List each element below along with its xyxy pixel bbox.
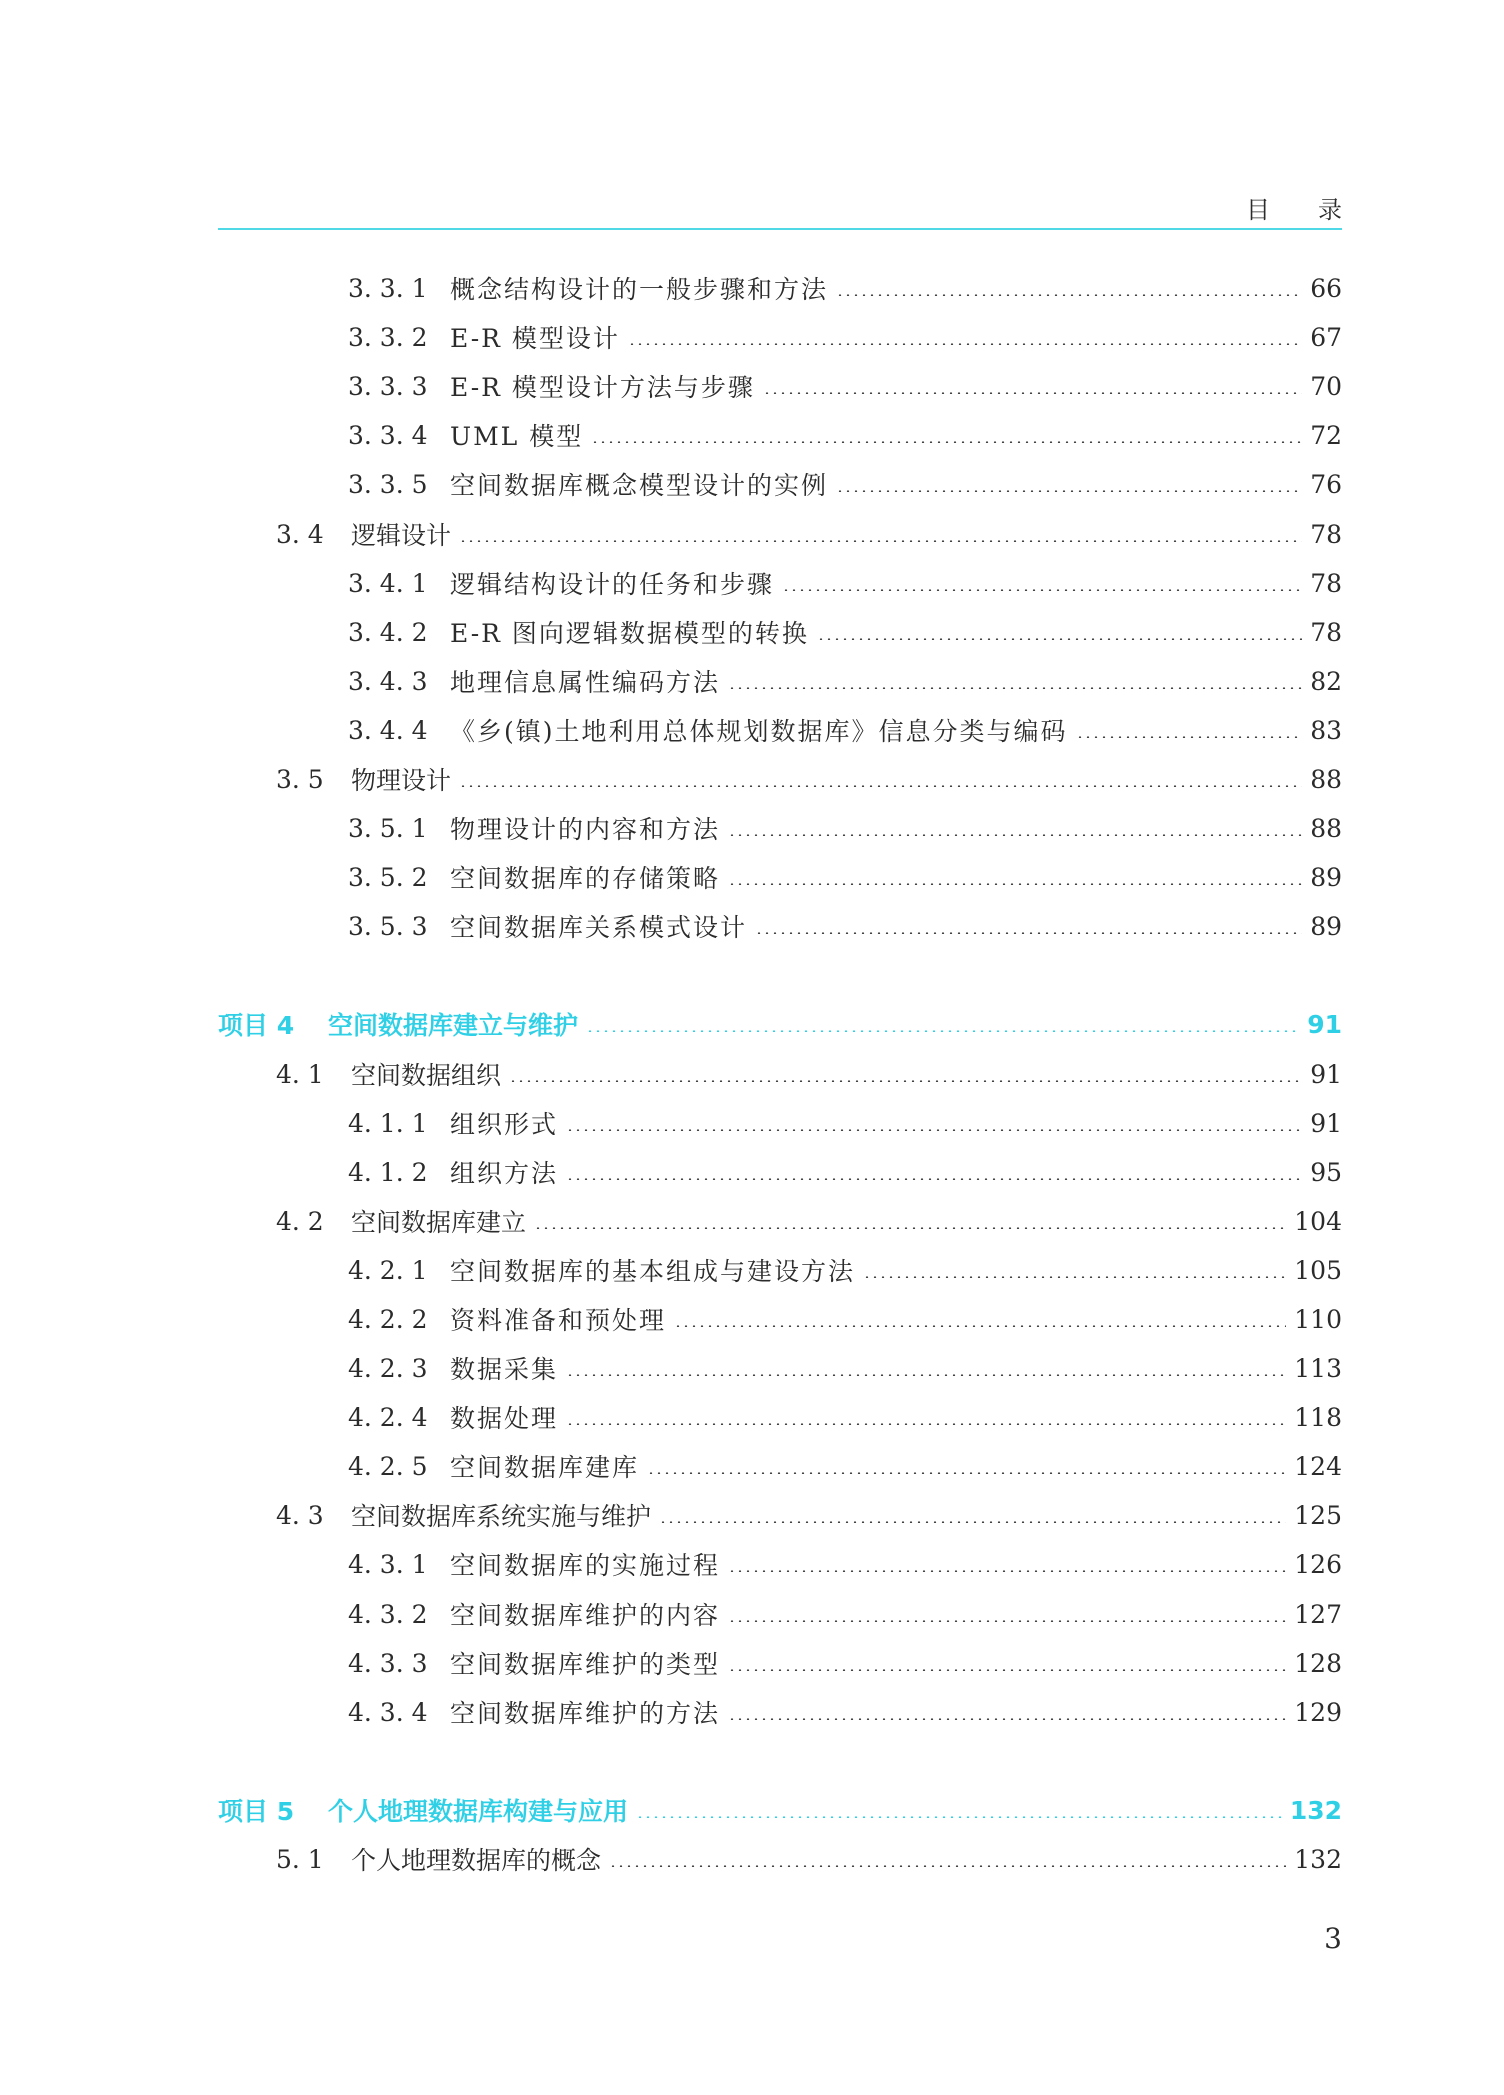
toc-entry-title: 概念结构设计的一般步骤和方法 [450,275,829,304]
toc-entry-page: 95 [1310,1157,1342,1187]
toc-entry-page: 88 [1310,764,1342,794]
toc-entry-page: 70 [1310,371,1342,401]
toc-entry-number: 4. 1 [276,1059,324,1089]
toc-entry-number: 项目 4 [218,1011,295,1040]
toc-subsection-entry[interactable] [0,1692,1342,1732]
toc-dot-leader [586,1030,1299,1032]
toc-entry-page: 132 [1289,1795,1342,1825]
toc-entry-title: 逻辑设计 [351,521,452,550]
toc-entry-page: 78 [1310,519,1342,549]
toc-entry-title: E-R 模型设计 [450,324,620,353]
toc-entry-page: 91 [1310,1108,1342,1138]
toc-dot-leader [728,1718,1286,1720]
toc-entry-number: 4. 1. 2 [348,1157,428,1187]
toc-entry-page: 104 [1294,1206,1342,1236]
toc-entry-title: 空间数据库维护的类型 [450,1650,721,1679]
toc-dot-leader [636,1816,1282,1818]
toc-entry-title: 逻辑结构设计的任务和步骤 [450,570,775,599]
toc-chapter-entry[interactable] [0,1004,1342,1044]
toc-entry-page: 91 [1307,1009,1342,1039]
toc-dot-leader [647,1472,1286,1474]
toc-subsection-entry[interactable] [0,1103,1342,1143]
toc-entry-title: 空间数据库建库 [450,1453,640,1482]
toc-dot-leader [591,441,1302,443]
toc-entry-page: 78 [1310,617,1342,647]
toc-subsection-entry[interactable] [0,563,1342,603]
toc-entry-number: 3. 3. 1 [348,273,428,303]
toc-entry-number: 3. 4 [276,519,324,549]
toc-subsection-entry[interactable] [0,1594,1342,1634]
toc-dot-leader [782,589,1302,591]
toc-dot-leader [509,1080,1302,1082]
toc-entry-number: 3. 4. 3 [348,666,428,696]
toc-subsection-entry[interactable] [0,808,1342,848]
toc-entry-title: 组织形式 [450,1110,559,1139]
toc-subsection-entry[interactable] [0,857,1342,897]
toc-entry-title: 数据处理 [450,1404,559,1433]
toc-subsection-entry[interactable] [0,1397,1342,1437]
toc-section-entry[interactable] [0,1495,1342,1535]
toc-entry-number: 4. 3. 3 [348,1648,428,1678]
toc-entry-number: 4. 1. 1 [348,1108,428,1138]
toc-subsection-entry[interactable] [0,317,1342,357]
toc-entry-title: 空间数据库维护的方法 [450,1699,721,1728]
toc-subsection-entry[interactable] [0,1643,1342,1683]
toc-entry-number: 3. 3. 4 [348,420,428,450]
toc-entry-number: 4. 2. 4 [348,1402,428,1432]
toc-dot-leader [459,785,1302,787]
toc-subsection-entry[interactable] [0,1348,1342,1388]
toc-entry-number: 4. 2 [276,1206,324,1236]
toc-subsection-entry[interactable] [0,612,1342,652]
toc-subsection-entry[interactable] [0,366,1342,406]
toc-entry-title: 空间数据库关系模式设计 [450,913,748,942]
toc-section-entry[interactable] [0,1201,1342,1241]
toc-dot-leader [863,1276,1286,1278]
toc-dot-leader [836,490,1302,492]
toc-entry-number: 4. 3 [276,1500,324,1530]
toc-entry-title: 地理信息属性编码方法 [450,668,721,697]
toc-dot-leader [459,540,1302,542]
toc-entry-page: 89 [1310,911,1342,941]
toc-entry-page: 88 [1310,813,1342,843]
toc-entry-title: 资料准备和预处理 [450,1306,667,1335]
toc-entry-page: 124 [1294,1451,1342,1481]
toc-entry-number: 4. 3. 4 [348,1697,428,1727]
toc-entry-title: E-R 图向逻辑数据模型的转换 [450,619,809,648]
toc-entry-page: 129 [1294,1697,1342,1727]
toc-entry-page: 118 [1294,1402,1342,1432]
toc-entry-number: 3. 4. 1 [348,568,428,598]
toc-dot-leader [728,1620,1286,1622]
toc-entry-page: 76 [1310,469,1342,499]
toc-subsection-entry[interactable] [0,1152,1342,1192]
toc-entry-number: 4. 2. 2 [348,1304,428,1334]
toc-entry-page: 110 [1294,1304,1342,1334]
toc-entry-page: 89 [1310,862,1342,892]
toc-dot-leader [534,1227,1286,1229]
toc-subsection-entry[interactable] [0,661,1342,701]
toc-entry-title: 空间数据库的实施过程 [450,1551,721,1580]
toc-entry-page: 105 [1294,1255,1342,1285]
toc-dot-leader [674,1325,1286,1327]
toc-entry-number: 3. 3. 5 [348,469,428,499]
toc-entry-page: 113 [1294,1353,1342,1383]
toc-entry-title: 空间数据库维护的内容 [450,1601,721,1630]
toc-entry-number: 3. 5. 1 [348,813,428,843]
toc-entry-title: 组织方法 [450,1159,559,1188]
toc-entry-number: 3. 5. 2 [348,862,428,892]
toc-entry-page: 127 [1294,1599,1342,1629]
toc-section-entry[interactable] [0,759,1342,799]
toc-entry-page: 67 [1310,322,1342,352]
toc-section-entry[interactable] [0,1054,1342,1094]
page-number: 3 [1324,1922,1342,1955]
toc-entry-number: 3. 3. 3 [348,371,428,401]
toc-subsection-entry[interactable] [0,1250,1342,1290]
toc-dot-leader [728,687,1302,689]
toc-entry-number: 项目 5 [218,1797,295,1826]
toc-entry-title: E-R 模型设计方法与步骤 [450,373,755,402]
toc-dot-leader [728,1570,1286,1572]
toc-entry-number: 3. 4. 2 [348,617,428,647]
toc-section-entry[interactable] [0,1839,1342,1879]
toc-entry-title: 《乡(镇)土地利用总体规划数据库》信息分类与编码 [450,717,1068,746]
toc-entry-title: 空间数据库的存储策略 [450,864,721,893]
toc-entry-title: 个人地理数据库的概念 [351,1846,602,1875]
toc-dot-leader [817,638,1302,640]
toc-entry-page: 91 [1310,1059,1342,1089]
toc-entry-title: 空间数据库概念模型设计的实例 [450,471,829,500]
toc-chapter-entry[interactable] [0,1790,1342,1830]
toc-subsection-entry[interactable] [0,1299,1342,1339]
toc-entry-page: 66 [1310,273,1342,303]
toc-entry-number: 4. 3. 2 [348,1599,428,1629]
toc-dot-leader [836,294,1302,296]
running-header-title: 目录 [1246,196,1390,224]
toc-dot-leader [566,1374,1286,1376]
toc-entry-number: 3. 5 [276,764,324,794]
toc-entry-page: 125 [1294,1500,1342,1530]
toc-entry-title: UML 模型 [450,422,584,451]
toc-entry-page: 126 [1294,1549,1342,1579]
toc-entry-title: 空间数据库的基本组成与建设方法 [450,1257,856,1286]
toc-dot-leader [728,834,1302,836]
toc-entry-number: 4. 2. 3 [348,1353,428,1383]
toc-entry-number: 4. 2. 1 [348,1255,428,1285]
toc-subsection-entry[interactable] [0,906,1342,946]
toc-dot-leader [728,883,1302,885]
toc-subsection-entry[interactable] [0,415,1342,455]
toc-dot-leader [566,1129,1302,1131]
toc-entry-title: 数据采集 [450,1355,559,1384]
toc-dot-leader [628,343,1302,345]
toc-subsection-entry[interactable] [0,1446,1342,1486]
toc-entry-page: 78 [1310,568,1342,598]
toc-entry-title: 物理设计 [351,766,452,795]
toc-dot-leader [566,1423,1286,1425]
toc-section-entry[interactable] [0,514,1342,554]
toc-entry-page: 83 [1310,715,1342,745]
toc-entry-page: 128 [1294,1648,1342,1678]
toc-dot-leader [1076,736,1303,738]
toc-subsection-entry[interactable] [0,464,1342,504]
toc-dot-leader [728,1669,1286,1671]
toc-dot-leader [609,1865,1286,1867]
toc-entry-title: 空间数据组织 [351,1061,502,1090]
toc-entry-title: 空间数据库建立 [351,1208,527,1237]
toc-subsection-entry[interactable] [0,268,1342,308]
toc-entry-number: 5. 1 [276,1844,324,1874]
toc-entry-page: 132 [1294,1844,1342,1874]
toc-entry-title: 空间数据库建立与维护 [328,1011,579,1040]
toc-subsection-entry[interactable] [0,710,1342,750]
toc-dot-leader [763,392,1302,394]
toc-entry-number: 3. 3. 2 [348,322,428,352]
toc-entry-page: 82 [1310,666,1342,696]
toc-entry-title: 物理设计的内容和方法 [450,815,721,844]
toc-entry-title: 空间数据库系统实施与维护 [351,1502,652,1531]
toc-entry-title: 个人地理数据库构建与应用 [328,1797,629,1826]
toc-dot-leader [659,1521,1286,1523]
toc-entry-number: 3. 5. 3 [348,911,428,941]
toc-entry-number: 4. 3. 1 [348,1549,428,1579]
toc-dot-leader [566,1178,1302,1180]
toc-entry-number: 4. 2. 5 [348,1451,428,1481]
toc-entry-number: 3. 4. 4 [348,715,428,745]
toc-subsection-entry[interactable] [0,1544,1342,1584]
toc-entry-page: 72 [1310,420,1342,450]
toc-dot-leader [755,932,1302,934]
